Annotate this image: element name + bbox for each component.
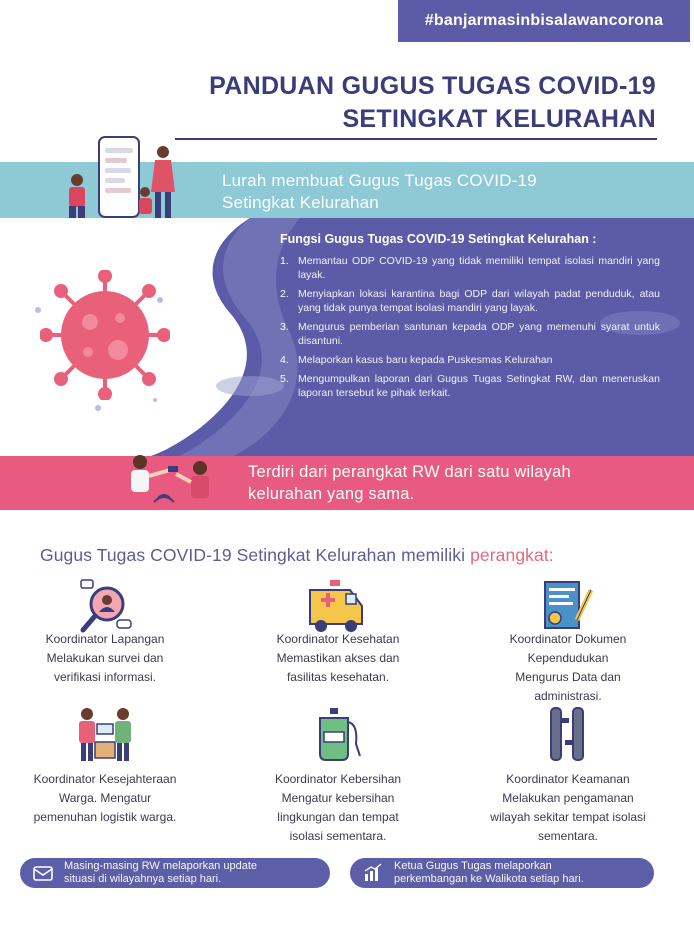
footer-pill-line: perkembangan ke Walikota setiap hari.	[394, 873, 584, 885]
fungsi-item-text: Melaporkan kasus baru kepada Puskesmas Kelurahan	[298, 354, 553, 366]
fungsi-item-text: Mengurus pemberian santunan kepada ODP yang memenuhi syarat untuk disantuni.	[298, 321, 660, 347]
fungsi-item	[280, 353, 660, 367]
fungsi-item-text: Memantau ODP COVID-19 yang tidak memiliki tempat isolasi mandiri yang layak.	[298, 255, 660, 281]
teal-banner-text	[222, 170, 537, 214]
perangkat-subtitle-highlight: perangkat:	[470, 545, 554, 565]
role-koordinator-kebersihan	[233, 770, 443, 846]
role-desc-line: Mengatur kebersihan	[281, 791, 395, 805]
footer-pill-text	[394, 860, 584, 886]
role-desc-line: fasilitas kesehatan.	[286, 670, 390, 684]
role-desc-line: verifikasi informasi.	[53, 670, 157, 684]
security-baton-icon	[537, 704, 597, 764]
mail-icon	[32, 862, 54, 884]
teal-banner-line-2: Setingkat Kelurahan	[222, 193, 379, 212]
role-desc-line: Memastikan akses dan	[276, 651, 400, 665]
fungsi-item	[280, 287, 660, 315]
ambulance-icon	[306, 576, 366, 636]
fungsi-heading: Fungsi Gugus Tugas COVID-19 Setingkat Kelurahan :	[280, 232, 597, 246]
role-desc-line: Melakukan pengamanan	[502, 791, 634, 805]
role-desc-line: Warga. Mengatur	[58, 791, 152, 805]
footer-pill-line: Masing-masing RW melaporkan update	[64, 860, 257, 872]
footer-pill-line: Ketua Gugus Tugas melaporkan	[394, 860, 552, 872]
role-desc-line: Mengurus Data dan	[515, 670, 621, 684]
fungsi-item	[280, 254, 660, 282]
page-title	[209, 70, 656, 136]
role-desc-line: administrasi.	[534, 689, 602, 703]
fungsi-item	[280, 320, 660, 348]
pink-banner-line-1: Terdiri dari perangkat RW dari satu wilayah	[248, 463, 571, 481]
title-line-2: SETINGKAT KELURAHAN	[342, 105, 656, 133]
pink-banner-text	[248, 461, 571, 505]
role-title: Koordinator Kebersihan	[274, 772, 402, 786]
hashtag-banner: #banjarmasinbisalawancorona	[398, 0, 690, 42]
perangkat-subtitle	[40, 545, 554, 566]
fungsi-item-number: 2.	[280, 288, 289, 300]
role-title: Koordinator Lapangan	[45, 632, 165, 646]
role-desc-line: lingkungan dan tempat	[277, 810, 399, 824]
magnifier-person-icon	[75, 576, 135, 636]
fungsi-item-number: 3.	[280, 321, 289, 333]
title-line-1: PANDUAN GUGUS TUGAS COVID-19	[209, 72, 656, 100]
bar-chart-icon	[362, 862, 384, 884]
fungsi-item-text: Menyiapkan lokasi karantina bagi ODP dari wilayah padat penduduk, atau yang tidak punya tempat isolasi mandiri yang layak.	[298, 288, 660, 314]
role-title: Koordinator Dokumen	[509, 632, 627, 646]
sprayer-icon	[306, 704, 366, 764]
role-title: Koordinator Keamanan	[506, 772, 630, 786]
role-desc-line: sementara.	[537, 829, 599, 843]
phone-people-illustration	[55, 132, 195, 224]
role-desc-line: wilayah sekitar tempat isolasi	[490, 810, 646, 824]
role-desc-line: isolasi sementara.	[289, 829, 387, 843]
title-divider	[175, 138, 657, 140]
fungsi-item-number: 5.	[280, 373, 289, 385]
role-desc-line: Kependudukan	[527, 651, 609, 665]
perangkat-subtitle-main: Gugus Tugas COVID-19 Setingkat Kelurahan memiliki	[40, 545, 471, 565]
pink-banner-line-2: kelurahan yang sama.	[248, 485, 415, 503]
role-koordinator-kesejahteraan	[0, 770, 210, 827]
role-koordinator-keamanan	[463, 770, 673, 846]
footer-pill-rw-report	[20, 858, 330, 888]
role-desc-line: Melakukan survei dan	[46, 651, 164, 665]
role-desc-line: pemenuhan logistik warga.	[33, 810, 177, 824]
role-koordinator-lapangan	[0, 630, 210, 687]
fungsi-item-number: 1.	[280, 255, 289, 267]
role-koordinator-kesehatan	[233, 630, 443, 687]
fungsi-item-text: Mengumpulkan laporan dari Gugus Tugas Setingkat RW, dan meneruskan laporan tersebut ke pihak terkait.	[298, 373, 660, 399]
footer-pill-line: situasi di wilayahnya setiap hari.	[64, 873, 222, 885]
role-title: Koordinator Kesehatan	[276, 632, 400, 646]
role-title: Koordinator Kesejahteraan	[33, 772, 177, 786]
footer-pill-walikota-report	[350, 858, 654, 888]
fungsi-item	[280, 372, 660, 400]
decorative-dots	[30, 280, 170, 420]
document-pen-icon	[537, 576, 597, 636]
teal-banner-line-1: Lurah membuat Gugus Tugas COVID-19	[222, 171, 537, 190]
logistics-people-icon	[75, 704, 135, 764]
role-koordinator-dokumen	[463, 630, 673, 706]
fungsi-section	[280, 232, 660, 405]
fungsi-list	[280, 254, 660, 400]
two-people-illustration	[118, 446, 228, 512]
fungsi-item-number: 4.	[280, 354, 289, 366]
footer-pill-text	[64, 860, 257, 886]
